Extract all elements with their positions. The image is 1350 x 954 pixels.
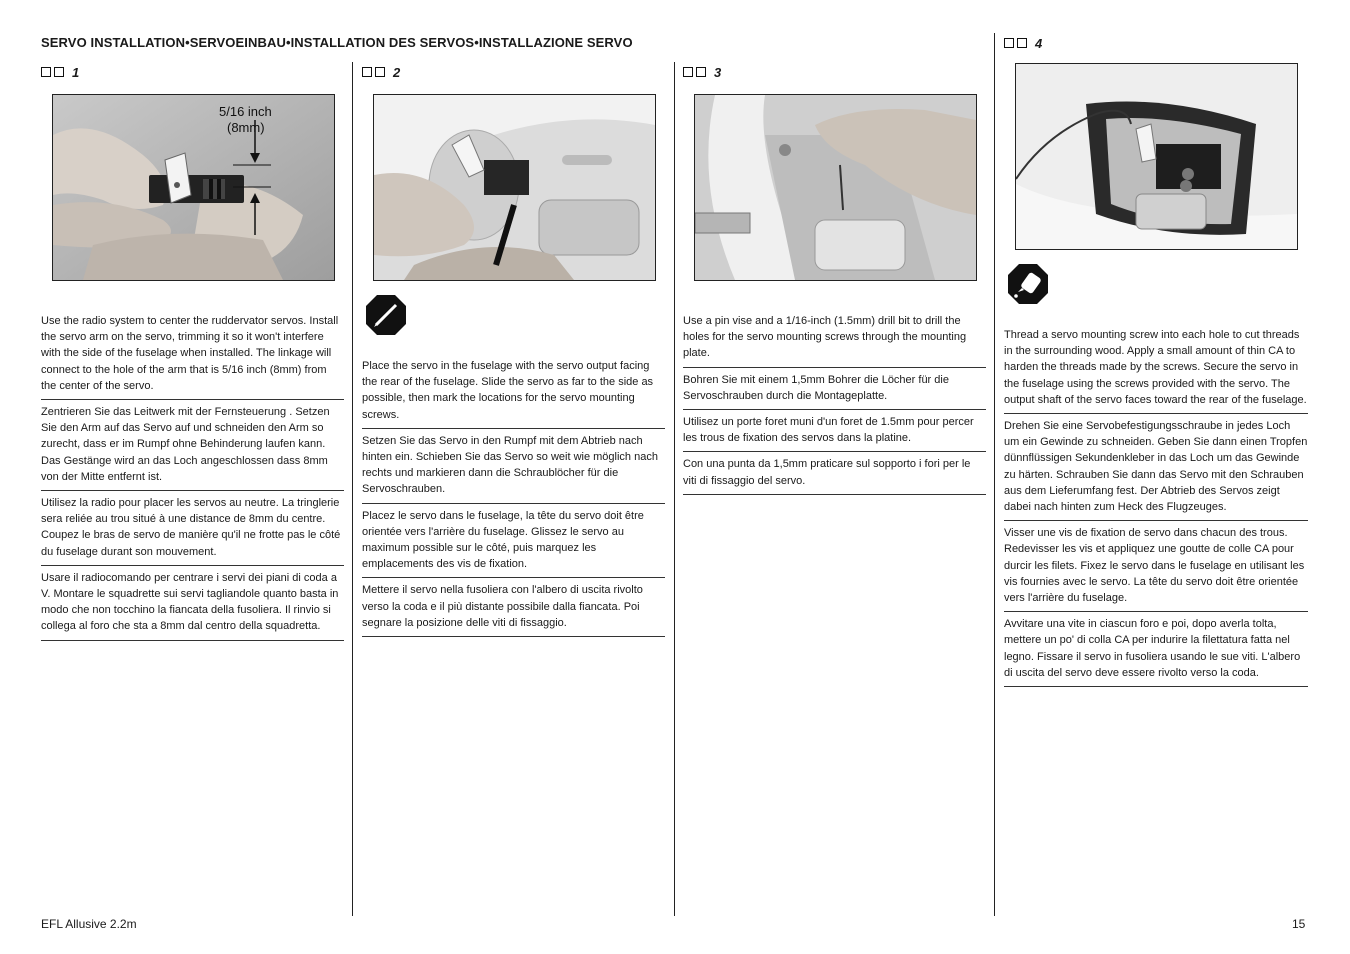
- step-2-photo: [373, 94, 656, 281]
- instruction-de: Bohren Sie mit einem 1,5mm Bohrer die Löcher für die Servoschrauben durch die Montageplatte.: [683, 368, 986, 410]
- instruction-fr: Placez le servo dans le fuselage, la tête du servo doit être orientée vers l'arrière du fuselage. Glissez le servo au maximum possible sur le côté, puis marquez les emplacements des vis de fixation.: [362, 504, 665, 579]
- instruction-it: Mettere il servo nella fusoliera con l'albero di uscita rivolto verso la coda e il più distante possibile dalla fiancata. Poi segnare la posizione delle viti di fissaggio.: [362, 578, 665, 637]
- column-divider: [352, 62, 353, 916]
- checkbox-icon: [41, 67, 51, 77]
- step-number: 1: [72, 64, 80, 80]
- step-1-heading: [41, 62, 344, 82]
- instruction-de: Zentrieren Sie das Leitwerk mit der Fernsteuerung . Setzen Sie den Arm auf das Servo auf und schneiden den Arm so zurecht, dass er im Rumpf ohne Behinderung laufen kann. Das Gestänge wird an das Loch angeschlossen dass 8mm von der Mitte entfernt ist.: [41, 400, 344, 491]
- checkbox-icon: [1017, 38, 1027, 48]
- footer-product-name: EFL Allusive 2.2m: [41, 917, 137, 931]
- checkbox-icon: [683, 67, 693, 77]
- instruction-de: Setzen Sie das Servo in den Rumpf mit dem Abtrieb nach hinten ein. Schieben Sie das Servo so weit wie möglich nach rechts und markieren dann die Schraublöcher für die Servoschrauben.: [362, 429, 665, 504]
- instruction-fr: Utilisez la radio pour placer les servos au neutre. La tringlerie sera reliée au trou situé à une distance de 8mm du centre. Coupez le bras de servo de manière qu'il ne frotte pas le côté du fuselage durant son mouvement.: [41, 491, 344, 566]
- step-2-column: [362, 62, 665, 637]
- glue-bottle-icon: [1006, 262, 1050, 306]
- step-3-heading: [683, 62, 986, 82]
- page-number: 15: [1292, 917, 1306, 931]
- column-divider: [994, 33, 995, 916]
- checkbox-icon: [375, 67, 385, 77]
- instruction-en: Use a pin vise and a 1/16-inch (1.5mm) drill bit to drill the holes for the servo mounting screws through the mounting plate.: [683, 309, 986, 368]
- step-3-column: [683, 62, 986, 495]
- step-1-column: [41, 62, 344, 641]
- step-4-photo: [1015, 63, 1298, 250]
- instruction-it: Avvitare una vite in ciascun foro e poi, dopo averla tolta, mettere un po' di colla CA per indurire la filettatura fatta nel legno. Fissare il servo in fusoliera usando le sue viti. L'albero di uscita del servo deve essere rivolto verso la coda.: [1004, 612, 1308, 687]
- instruction-de: Drehen Sie eine Servobefestigungsschraube in jedes Loch um ein Gewinde zu schneiden. Geben Sie dann einen Tropfen dünnflüssigen Sekundenkleber in das Loch um das Gewinde zu härten. Schrauben Sie dann das Servo mit den Schrauben aus dem Lieferumfang fest. Der Abtrieb des Servos zeigt dabei nach hinten zum Heck des Flugzeuges.: [1004, 414, 1308, 521]
- step-4-column: [1004, 33, 1308, 687]
- step-3-photo: [694, 94, 977, 281]
- step-4-heading: [1004, 33, 1308, 53]
- checkbox-icon: [1004, 38, 1014, 48]
- step-1-photo: [52, 94, 335, 281]
- checkbox-icon: [696, 67, 706, 77]
- step-2-heading: [362, 62, 665, 82]
- checkbox-icon: [362, 67, 372, 77]
- instruction-en: Thread a servo mounting screw into each hole to cut threads in the surrounding wood. Apply a small amount of thin CA to harden the threads made by the screws. Secure the servo in the fuselage using the screws provided with the servo. The output shaft of the servo faces toward the rear of the fuselage.: [1004, 323, 1308, 414]
- measurement-label: 5/16 inch: [219, 104, 272, 119]
- step-number: 4: [1035, 35, 1043, 51]
- step-number: 3: [714, 64, 722, 80]
- checkbox-icon: [54, 67, 64, 77]
- marker-pen-icon: [364, 293, 408, 337]
- instruction-it: Usare il radiocomando per centrare i servi dei piani di coda a V. Montare le squadrette sui servi tagliandole quanto basta in modo che non tocchino la fiancata della fusoliera. Il rinvio si collega al foro che sta a 8mm dal centro della squadretta.: [41, 566, 344, 641]
- instruction-fr: Utilisez un porte foret muni d'un foret de 1.5mm pour percer les trous de fixation des servos dans la platine.: [683, 410, 986, 452]
- instruction-fr: Visser une vis de fixation de servo dans chacun des trous. Redevisser les vis et appliquez une goutte de colle CA pour durcir les filets. Fixez le servo dans le fuselage en utilisant les vis fournies avec le servo. La tête du servo doit être orientée vers l'arrière du fuselage.: [1004, 521, 1308, 612]
- instruction-en: Place the servo in the fuselage with the servo output facing the rear of the fuselage. Slide the servo as far to the side as possible, then mark the locations for the servo mounting screws.: [362, 354, 665, 429]
- column-divider: [674, 62, 675, 916]
- page-title: SERVO INSTALLATION•SERVOEINBAU•INSTALLATION DES SERVOS•INSTALLAZIONE SERVO: [41, 35, 633, 50]
- instruction-it: Con una punta da 1,5mm praticare sul sopporto i fori per le viti di fissaggio del servo.: [683, 452, 986, 494]
- step-number: 2: [393, 64, 401, 80]
- measurement-label: (8mm): [227, 120, 265, 135]
- instruction-en: Use the radio system to center the ruddervator servos. Install the servo arm on the servo, trimming it so it won't interfere with the side of the fuselage when installed. The linkage will connect to the hole of the arm that is 5/16 inch (8mm) from the center of the servo.: [41, 309, 344, 400]
